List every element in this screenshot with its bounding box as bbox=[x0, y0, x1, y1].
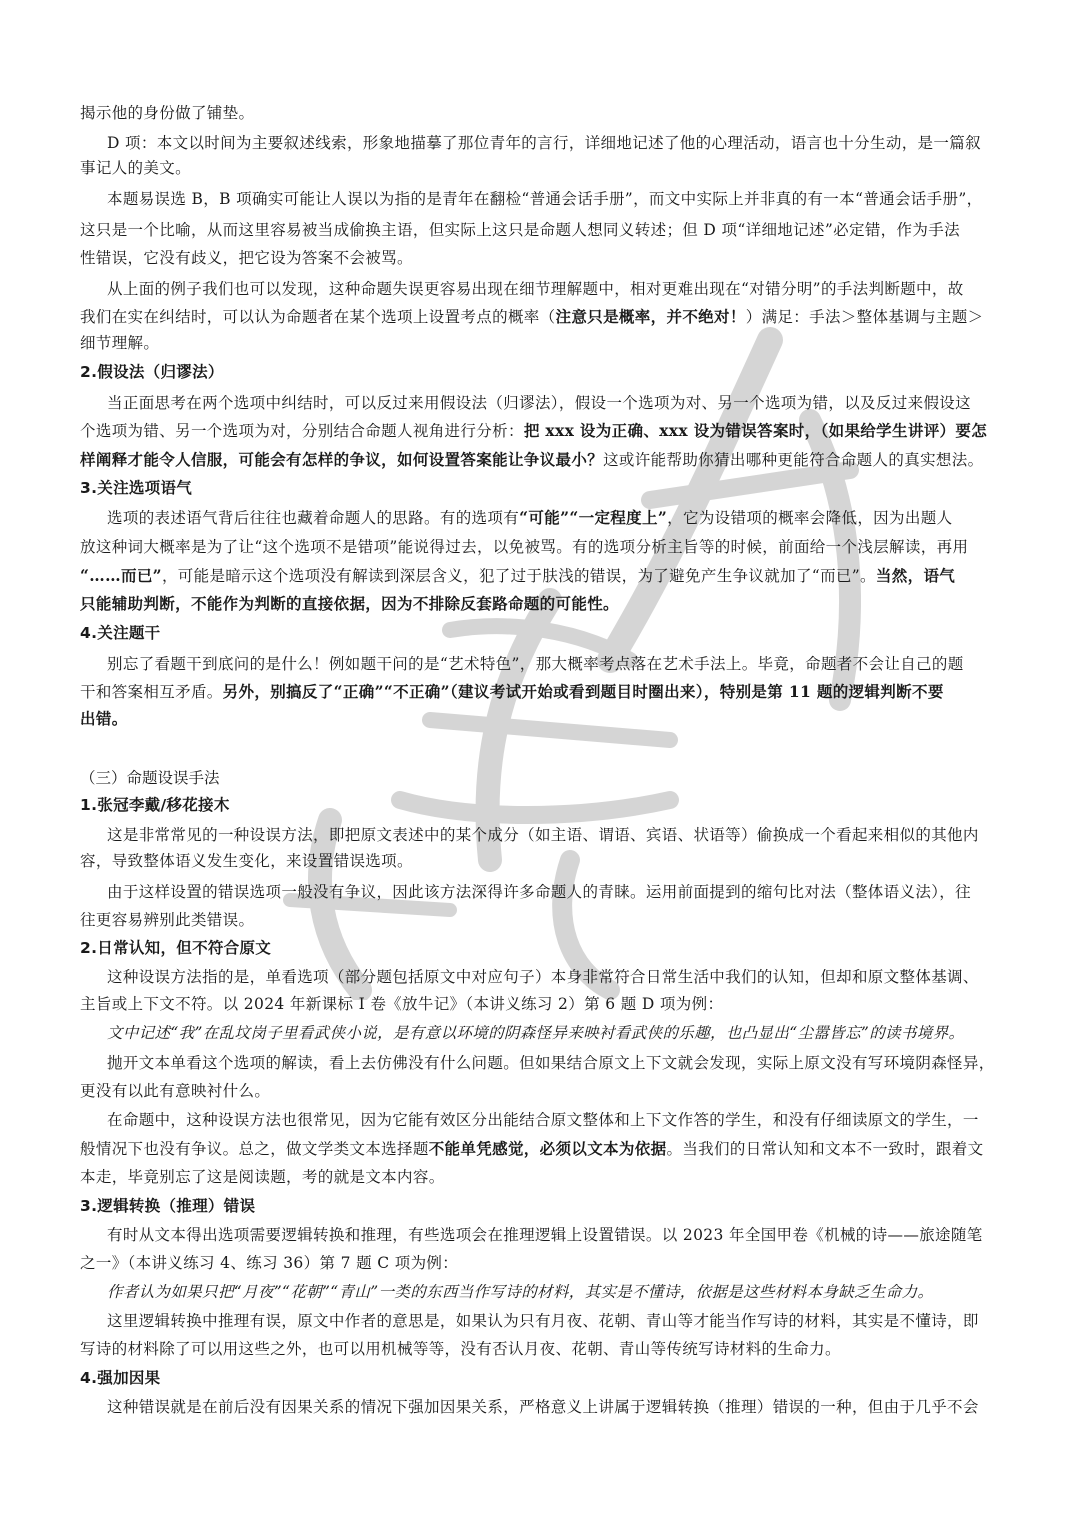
section-heading: 3.关注选项语气 bbox=[80, 479, 193, 497]
para-line: 个选项为错、另一个选项为对，分别结合命题人视角进行分析：把 xxx 设为正确、xxx 设为错误答案时，（如果给学生讲评）要怎 bbox=[80, 421, 988, 440]
para-line: 放这种词大概率是为了让“这个选项不是错项”能说得过去，以免被骂。有的选项分析主旨等的时候，前面给一个浅层解读，再用 bbox=[80, 538, 969, 556]
emphasis: 当然，语气 bbox=[875, 566, 956, 585]
para-line: 这是非常常见的一种设误方法，即把原文表述中的某个成分（如主语、谓语、宾语、状语等）偷换成一个看起来相似的其他内 bbox=[107, 826, 979, 844]
para-line: D 项：本文以时间为主要叙述线索，形象地描摹了那位青年的言行，详细地记述了他的心理活动，语言也十分生动，是一篇叙 bbox=[107, 134, 981, 152]
para-line: 有时从文本得出选项需要逻辑转换和推理，有些选项会在推理逻辑上设置错误。以 2023 年全国甲卷《机械的诗——旅途随笔 bbox=[107, 1226, 983, 1244]
para-line: 本走，毕竟别忘了这是阅读题，考的就是文本内容。 bbox=[80, 1168, 445, 1186]
emphasis: 不能单凭感觉，必须以文本为依据 bbox=[428, 1139, 667, 1158]
para-line: 更没有以此有意映衬什么。 bbox=[80, 1082, 271, 1100]
para-line: “……而已”，可能是暗示这个选项没有解读到深层含义，犯了过于肤浅的错误，为了避免产生争议就加了“而已”。当然，语气 bbox=[80, 566, 956, 585]
para-line: 从上面的例子我们也可以发现，这种命题失误更容易出现在细节理解题中，相对更难出现在“对错分明”的手法判断题中，故 bbox=[107, 280, 964, 298]
para-line: 在命题中，这种设误方法也很常见，因为它能有效区分出能结合原文整体和上下文作答的学生，和没有仔细读原文的学生，一 bbox=[107, 1111, 979, 1129]
emphasis: 出错。 bbox=[80, 709, 128, 728]
emphasis: 另外，别搞反了“正确”“不正确”（建议考试开始或看到题目时圈出来），特别是第 11 题的逻辑判断不要 bbox=[222, 682, 944, 701]
para-line: 选项的表述语气背后往往也藏着命题人的思路。有的选项有“可能”“一定程度上”，它为设错项的概率会降低，因为出题人 bbox=[107, 508, 953, 527]
emphasis: 把 xxx 设为正确、xxx 设为错误答案时，（如果给学生讲评）要怎 bbox=[523, 421, 988, 440]
chapter-heading: （三）命题设误手法 bbox=[80, 769, 220, 787]
quoted-option: 作者认为如果只把“月夜”“花朝”“青山”一类的东西当作写诗的材料，其实是不懂诗，依据是这些材料本身缺乏生命力。 bbox=[107, 1283, 934, 1301]
para-line: 我们在实在纠结时，可以认为命题者在某个选项上设置考点的概率（注意只是概率，并不绝对！）满足：手法＞整体基调与主题＞ bbox=[80, 307, 984, 326]
section-heading: 3.逻辑转换（推理）错误 bbox=[80, 1197, 256, 1215]
para-line bbox=[80, 709, 128, 729]
para-line: 这种设误方法指的是，单看选项（部分题包括原文中对应句子）本身非常符合日常生活中我们的认知，但却和原文整体基调、 bbox=[107, 968, 979, 986]
para-line: 本题易误选 B，B 项确实可能让人误以为指的是青年在翻检“普通会话手册”，而文中实际上并非真的有一本“普通会话手册”， bbox=[107, 190, 983, 208]
section-heading: 1.张冠李戴/移花接木 bbox=[80, 796, 230, 814]
para-line: 这种错误就是在前后没有因果关系的情况下强加因果关系，严格意义上讲属于逻辑转换（推理）错误的一种，但由于几乎不会 bbox=[107, 1398, 979, 1416]
para-line: 这只是一个比喻，从而这里容易被当成偷换主语，但实际上这只是命题人想同义转述；但 D 项“详细地记述”必定错，作为手法 bbox=[80, 221, 960, 239]
para-line: 往更容易辨别此类错误。 bbox=[80, 911, 255, 929]
para-line: 抛开文本单看这个选项的解读，看上去仿佛没有什么问题。但如果结合原文上下文就会发现，实际上原文没有写环境阴森怪异， bbox=[107, 1054, 995, 1072]
emphasis: “……而已” bbox=[80, 566, 162, 585]
section-heading: 4.强加因果 bbox=[80, 1369, 161, 1387]
emphasis: 注意只是概率，并不绝对！ bbox=[555, 307, 746, 326]
para-line: 写诗的材料除了可以用这些之外，也可以用机械等等，没有否认月夜、花朝、青山等传统写诗材料的生命力。 bbox=[80, 1340, 841, 1358]
section-heading: 2.假设法（归谬法） bbox=[80, 363, 224, 381]
para-line: 主旨或上下文不符。以 2024 年新课标 I 卷《放牛记》（本讲义练习 2）第 6 题 D 项为例： bbox=[80, 995, 724, 1013]
para-line: 由于这样设置的错误选项一般没有争议，因此该方法深得许多命题人的青睐。运用前面提到的缩句比对法（整体语义法），往 bbox=[107, 883, 972, 901]
para-line bbox=[80, 594, 619, 614]
emphasis: 只能辅助判断，不能作为判断的直接依据，因为不排除反套路命题的可能性。 bbox=[80, 594, 619, 613]
para-line: 性错误，它没有歧义，把它设为答案不会被骂。 bbox=[80, 249, 413, 267]
para-line: 揭示他的身份做了铺垫。 bbox=[80, 104, 255, 122]
para-line: 这里逻辑转换中推理有误，原文中作者的意思是，如果认为只有月夜、花朝、青山等才能当作写诗的材料，其实是不懂诗，即 bbox=[107, 1312, 979, 1330]
para-line: 般情况下也没有争议。总之，做文学类文本选择题不能单凭感觉，必须以文本为依据。当我们的日常认知和文本不一致时，跟着文 bbox=[80, 1139, 984, 1158]
emphasis: “可能”“一定程度上” bbox=[519, 508, 668, 527]
para-line: 容，导致整体语义发生变化，来设置错误选项。 bbox=[80, 852, 413, 870]
para-line: 当正面思考在两个选项中纠结时，可以反过来用假设法（归谬法），假设一个选项为对、另一个选项为错，以及反过来假设这 bbox=[107, 394, 972, 412]
section-heading: 4.关注题干 bbox=[80, 624, 161, 642]
para-line: 干和答案相互矛盾。另外，别搞反了“正确”“不正确”（建议考试开始或看到题目时圈出来），特别是第 11 题的逻辑判断不要 bbox=[80, 682, 944, 701]
quoted-option: 文中记述“我”在乱坟岗子里看武侠小说，是有意以环境的阴森怪异来映衬看武侠的乐趣，也凸显出“尘嚣皆忘”的读书境界。 bbox=[107, 1024, 965, 1042]
para-line: 事记人的美文。 bbox=[80, 159, 191, 177]
emphasis: 样阐释才能令人信服，可能会有怎样的争议，如何设置答案能让争议最小？ bbox=[80, 450, 604, 469]
para-line: 样阐释才能令人信服，可能会有怎样的争议，如何设置答案能让争议最小？这或许能帮助你猜出哪种更能符合命题人的真实想法。 bbox=[80, 450, 984, 469]
section-heading: 2.日常认知，但不符合原文 bbox=[80, 939, 272, 957]
para-line: 别忘了看题干到底问的是什么！例如题干问的是“艺术特色”，那大概率考点落在艺术手法上。毕竟，命题者不会让自己的题 bbox=[107, 655, 964, 673]
para-line: 细节理解。 bbox=[80, 334, 160, 352]
para-line: 之一》（本讲义练习 4、练习 36）第 7 题 C 项为例： bbox=[80, 1254, 459, 1272]
